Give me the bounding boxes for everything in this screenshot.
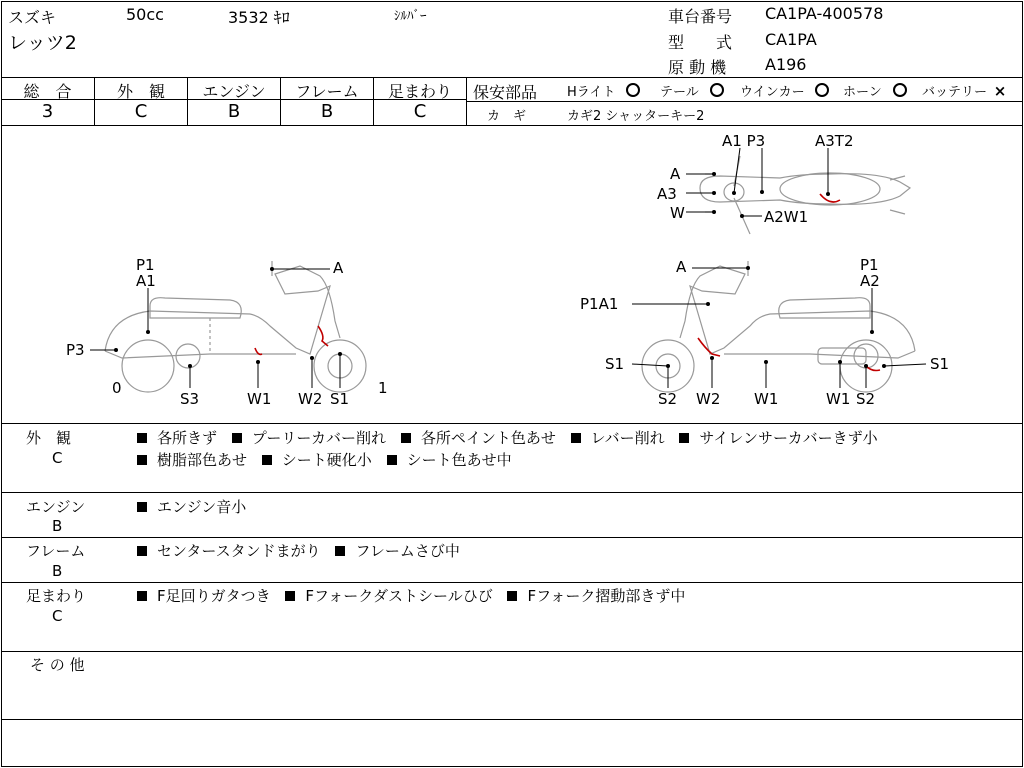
- frame-no: CA1PA-400578: [765, 4, 884, 23]
- diagram-label: P1A1: [580, 295, 619, 313]
- grade-value-suspension: C: [413, 101, 427, 122]
- diagram-label: A3: [657, 185, 677, 203]
- diagram-label: A1: [136, 272, 156, 290]
- grade-value-exterior: C: [134, 101, 148, 122]
- bullet-icon: [137, 502, 147, 512]
- diagram-label: A: [333, 259, 344, 277]
- diagram-label: P1: [860, 256, 879, 274]
- damage-diagram: [0, 126, 1024, 423]
- safety-item-name: Hライト: [567, 85, 616, 100]
- diagram-label: S1: [605, 355, 625, 373]
- bullet-icon: [285, 591, 295, 601]
- bullet-icon: [571, 433, 581, 443]
- ng-cross-icon: ×: [993, 82, 1007, 100]
- diagram-label: S2: [658, 390, 678, 408]
- remark-item: シート硬化小: [281, 451, 372, 469]
- diagram-label: 1: [378, 379, 388, 397]
- remark-item: レバー削れ: [590, 429, 665, 447]
- divider: [466, 77, 467, 125]
- bullet-icon: [232, 433, 242, 443]
- safety-item-name: テール: [660, 85, 699, 100]
- section-title-engine: エンジン: [26, 498, 86, 516]
- safety-item-name: ウインカー: [740, 85, 805, 100]
- ok-circle-icon: [710, 83, 724, 97]
- safety-item: [843, 81, 907, 100]
- section-title-suspension: 足まわり: [26, 587, 87, 605]
- diagram-label: A3T2: [815, 132, 854, 150]
- remark-item: フレームさび中: [355, 542, 460, 560]
- grade-header-suspension: 足まわり: [387, 82, 452, 101]
- divider: [467, 101, 1022, 102]
- top-view-leaders: [686, 148, 828, 216]
- ok-circle-icon: [893, 83, 907, 97]
- grade-value-frame: B: [320, 101, 334, 122]
- bullet-icon: [335, 546, 345, 556]
- divider: [1, 423, 1022, 424]
- safety-item: [660, 81, 724, 100]
- diagram-label: W: [670, 204, 685, 222]
- grade-header-exterior: 外 観: [116, 82, 165, 101]
- section-grade-frame: B: [52, 562, 63, 580]
- remark-item: プーリーカバー削れ: [251, 429, 387, 447]
- diagram-label: P1: [136, 256, 155, 274]
- section-items-exterior-line2: [137, 449, 522, 470]
- engine-value: A196: [765, 55, 807, 74]
- safety-item-name: ホーン: [843, 85, 882, 100]
- ok-circle-icon: [815, 83, 829, 97]
- diagram-label: A2W1: [764, 208, 809, 226]
- grade-value-engine: B: [227, 101, 241, 122]
- section-items-suspension: [137, 585, 695, 606]
- diagram-label: A2: [860, 272, 880, 290]
- ok-circle-icon: [626, 83, 640, 97]
- remark-item: 樹脂部色あせ: [157, 451, 248, 469]
- remark-item: 各所ペイント色あせ: [420, 429, 556, 447]
- diagram-label: W1: [826, 390, 851, 408]
- diagram-label: W2: [696, 390, 721, 408]
- section-grade-suspension: C: [52, 607, 63, 625]
- bullet-icon: [137, 591, 147, 601]
- diagram-label: 0: [112, 379, 122, 397]
- section-grade-engine: B: [52, 517, 63, 535]
- remark-item: Fフォーク摺動部きず中: [527, 587, 686, 605]
- diagram-label: S3: [180, 390, 200, 408]
- grade-header-total: 総 合: [23, 82, 72, 101]
- bullet-icon: [401, 433, 411, 443]
- type-value: CA1PA: [765, 30, 817, 49]
- remark-item: サイレンサーカバーきず小: [699, 429, 878, 447]
- safety-item-name: バッテリー: [922, 85, 988, 100]
- remark-item: Fフォークダストシールひび: [305, 587, 493, 605]
- diagram-label: W2: [298, 390, 323, 408]
- displacement: 50cc: [126, 5, 164, 24]
- bullet-icon: [262, 455, 272, 465]
- divider: [1, 582, 1022, 583]
- right-view-leaders: [632, 268, 926, 388]
- section-items-exterior-line1: [137, 427, 888, 448]
- color: ｼﾙﾊﾞｰ: [394, 9, 427, 24]
- diagram-label: W1: [247, 390, 272, 408]
- bullet-icon: [387, 455, 397, 465]
- mileage: 3532 ｷﾛ: [228, 8, 290, 27]
- key-value: カギ2 シャッターキー2: [567, 109, 705, 124]
- section-grade-exterior: C: [52, 449, 63, 467]
- bullet-icon: [137, 433, 147, 443]
- divider: [1, 651, 1022, 652]
- bullet-icon: [137, 546, 147, 556]
- diagram-label: S1: [330, 390, 350, 408]
- safety-label: 保安部品: [473, 83, 538, 102]
- engine-label: 原 動 機: [668, 58, 727, 77]
- type-label: 型 式: [668, 33, 733, 52]
- left-view-leaders: [90, 269, 340, 388]
- grade-value-total: 3: [41, 101, 54, 122]
- diagram-label: S1: [930, 355, 950, 373]
- diagram-label: A: [670, 165, 681, 183]
- key-label: カ ギ: [487, 109, 527, 124]
- remark-item: F足回りガタつき: [157, 587, 271, 605]
- divider: [1, 537, 1022, 538]
- bullet-icon: [679, 433, 689, 443]
- maker: スズキ: [8, 8, 57, 27]
- remark-item: エンジン音小: [157, 498, 247, 516]
- divider: [1, 492, 1022, 493]
- divider: [1, 77, 1022, 78]
- diagram-label: S2: [856, 390, 876, 408]
- remark-item: シート色あせ中: [406, 451, 512, 469]
- diagram-label: A1 P3: [722, 132, 766, 150]
- safety-item: [740, 81, 829, 100]
- diagram-label: W1: [754, 390, 779, 408]
- bullet-icon: [507, 591, 517, 601]
- section-items-engine: [137, 496, 256, 517]
- bullet-icon: [137, 455, 147, 465]
- section-title-frame: フレーム: [26, 542, 86, 560]
- remark-item: センタースタンドまがり: [157, 542, 321, 560]
- remark-item: 各所きず: [157, 429, 218, 447]
- diagram-label: A: [676, 258, 687, 276]
- safety-item: [567, 81, 640, 100]
- model-name: レッツ2: [8, 32, 77, 54]
- divider: [1, 719, 1022, 720]
- grade-header-engine: エンジン: [202, 82, 266, 101]
- section-items-frame: [137, 540, 470, 561]
- section-title-other: そ の 他: [30, 656, 85, 674]
- grade-header-frame: フレーム: [295, 82, 359, 101]
- frame-no-label: 車台番号: [668, 7, 733, 26]
- section-title-exterior: 外 観: [26, 429, 72, 447]
- safety-item: [922, 81, 1006, 100]
- diagram-label: P3: [66, 341, 85, 359]
